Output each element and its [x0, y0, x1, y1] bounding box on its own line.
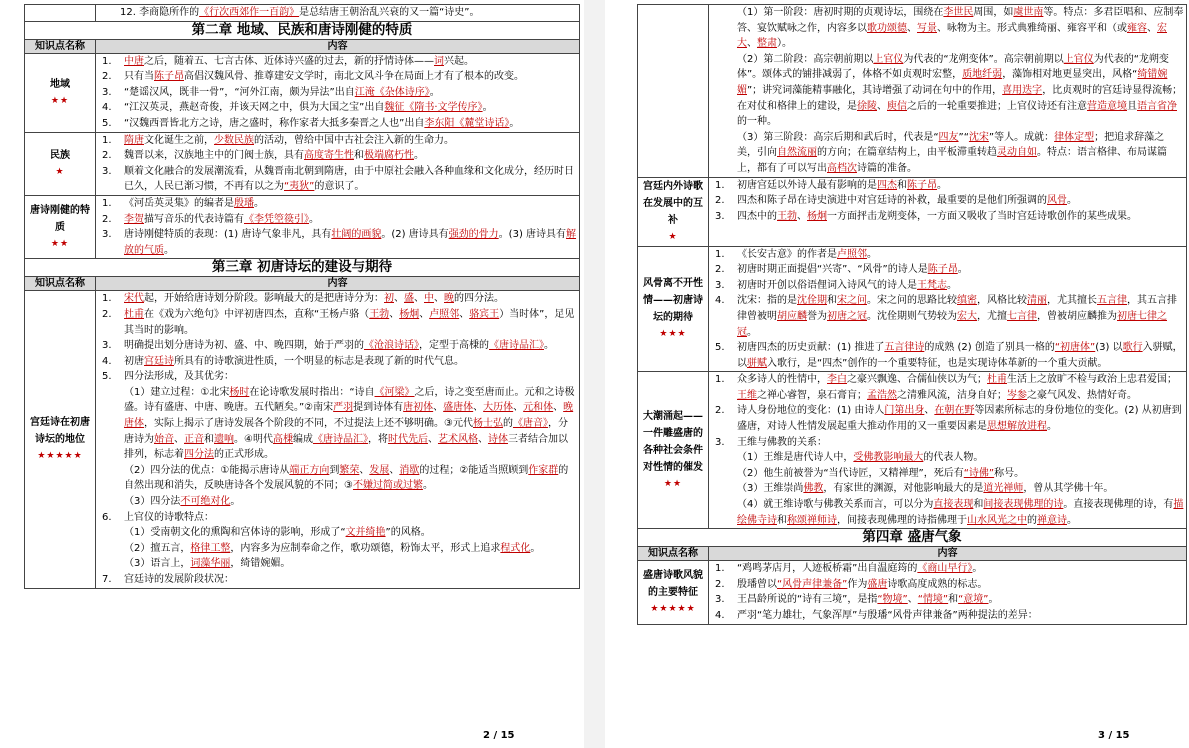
content-stages: （1）第一阶段：唐初时期的贞观诗坛，围绕在李世民周围，如虞世南等。特点：多君臣唱和、应制奉答、宴饮赋咏之作，内容多以歌功颂德、写景、咏物为主。形式典雅绮丽、雍容平和（或雍容、宏大、整肃）。 （2）第二阶段：高宗朝前期以上官仪为代表的“龙朔变体”。高宗朝前期以上官仪为代表的“龙朔变体”。颂体式的铺排减弱了，体格不如贞观时宏整，质地纤弱，藻饰相对地更显突出，风格“绮错婉媚”；讲究词藻能精事融化，其诗增强了动词在句中的作用，喜用迭字，比贞观时的宫廷诗显得流畅；在对仗和格律上的建设，是徐陵、庾信之后的一轮重要推进；上官仪诗还有注意营造意境且语言省净的一种。 （3）第三阶段：高宗后期和武后时，代表是“四友”“沈宋”等人。成就：律体定型；把追求辞藻之美，引向自然流丽的方向；在篇章结构上，由平板滞重转趋灵动自如。特点：语言格律、布局谋篇上，都有了可以写出高档次诗篇的准备。: [709, 5, 1187, 178]
stars: ★★: [50, 95, 70, 106]
table-top: [24, 4, 580, 22]
content-dachao: 1. 众多诗人的性情中，李白之豪兴飘逸、合儒仙侠以为气；杜甫生活上之放旷不检与政治上忠君爱国；王维之禅心睿智，泉石膏肓；孟浩然之清雅风流，洁身自好；岑参之豪气风发、热情好奇。 2. 诗人身份地位的变化：(1) 由诗人门第出身、在朝在野等因素所标志的身份地位的变化。(2) 从初唐到盛唐，对诗人性情发展起重大推动作用的又一重要因素是思想解放进程。 3. 王维与佛教的关系： （1）王维是唐代诗人中，受佛教影响最大的代表人物。 （2）他生前被誉为“当代诗匠，又精禅理”，死后有“诗佛”称号。 （3）王维崇尚佛教，有家世的渊源，对他影响最大的是道光禅师，曾从其学佛十年。 （4）就王维诗歌与佛教关系而言，可以分为直接表现和间接表现佛理的诗。直接表现佛理的诗，有描绘佛寺诗和称颂禅师诗，间接表现佛理的诗指佛理于山水风光之中的禅意诗。: [709, 372, 1187, 529]
content-huibu: 1. 初唐宫廷以外诗人最有影响的是四杰和陈子昂。 2. 四杰和陈子昂在诗史演进中对宫廷诗的补救，最重要的是他们所强调的风骨。 3. 四杰中的王勃、杨炯一方面抨击龙朔变体，一方面又吸收了当时宫廷诗歌创作的某些成果。: [709, 177, 1187, 246]
content-gangjian: 1. 《河岳英灵集》的编者是殷璠。 2. 李贺描写音乐的代表诗篇有《李凭箜篌引》。 3. 唐诗刚健特质的表现：(1) 唐诗气象非凡，具有壮阔的画貌。(2) 唐诗具有强劲的骨力。(3) 唐诗具有解放的气质。: [96, 195, 580, 258]
table-right-top: [637, 4, 1187, 529]
stars: ★: [668, 231, 678, 242]
stars: ★★: [50, 238, 70, 249]
stars: ★★★★★: [650, 603, 696, 614]
header-kp: 知识点名称: [25, 39, 96, 53]
content-gongting: 1. 宋代起，开始给唐诗划分阶段。影响最大的是把唐诗分为：初、盛、中、晚的四分法。 2. 杜甫在《戏为六绝句》中评初唐四杰，直称“王杨卢骆（王勃、杨炯、卢照邻、骆宾王）当时体”，足见其当时的影响。 3. 明确提出划分唐诗为初、盛、中、晚四期，始于严羽的《沧浪诗话》，定型于高棅的《唐诗品汇》。 4. 初唐宫廷诗所具有的诗歌演进性质，一个明显的标志是表现了新的时代气息。 5. 四分法形成，及其优劣： （1）建立过程：①北宋杨时在论诗歌发展时指出：“诗自《河梁》之后，诗之变至唐而止。元和之诗极盛。诗有盛唐、中唐、晚唐。五代陋矣。”②南宋严羽提到诗体有唐初体、盛唐体、大历体、元和体、晚唐体，实际上揭示了唐诗发展各个阶段的不同，不过提法上还不够明确。③元代杨士弘的《唐音》，分唐诗为始音、正音和遗响。④明代高棅编成《唐诗品汇》，将时代先后、艺术风格、诗体三者结合加以排列，标志着四分法的正式形成。 （2）四分法的优点：①能揭示唐诗从端正方向到繁荣、发展、消歇的过程；②能适当照顾到作家群的自然出现和消失，反映唐诗各个发展风貌的不同；③不嫌过简或过繁。 （3）四分法不可绝对化。 6. 上官仪的诗歌特点： （1）受南朝文化的熏陶和宫体诗的影响，形成了“文并绮艳”的风格。 （2）擅五言，格律工整，内容多为应制奉命之作，歌功颂德，粉饰太平，形式上追求程式化。 （3）语言上，词藻华丽，绮错婉媚。 7. 宫廷诗的发展阶段状况：: [96, 291, 580, 588]
header-content: 内容: [96, 277, 580, 291]
page-number: 3 / 15: [1098, 730, 1130, 741]
page-number: 2 / 15: [483, 730, 515, 741]
stars: ★★★: [659, 328, 687, 339]
kp-gangjian: 唐诗刚健的特质 ★★: [25, 195, 96, 258]
page-left: [0, 0, 584, 748]
chapter2-title: 第二章 地域、民族和唐诗刚健的特质: [24, 22, 580, 39]
table-chapter3: [24, 276, 580, 588]
page-right: [605, 0, 1189, 748]
chapter3-title: 第三章 初唐诗坛的建设与期待: [24, 259, 580, 276]
page-separator: [584, 0, 605, 748]
kp-fenggu: 风骨离不开性情——初唐诗坛的期待 ★★★: [638, 246, 709, 372]
content-shengtang: 1. “鸡鸣茅店月，人迹板桥霜”出自温庭筠的《商山早行》。 2. 殷璠曾以“风骨声律兼备”作为盛唐诗歌高度成熟的标志。 3. 王昌龄所说的“诗有三境”，是指“物境”、“情境”和“意境”。 4. 严羽“笔力雄壮，气象浑厚”与殷璠“风骨声律兼备”两种提法的差异：: [709, 561, 1187, 624]
content-diyu: 1. 中唐之后，随着五、七言古体、近体诗兴盛的过去，新的抒情诗体——词兴起。 2. 只有当陈子昂高倡汉魏风骨、推尊建安文学时，南北文风斗争在局面上才有了根本的改变。 3. “楚谣汉风，既非一骨”，“河外江南，颇为异法”出自江淹《杂体诗序》。 4. “江汉英灵，燕赵奇俊，并该天网之中，俱为大国之宝”出自魏征《隋书·文学传序》。 5. “汉魏西晋皆北方之诗，唐之盛时，称作家者大抵多秦晋之人也”出自李东阳《麓堂诗话》。: [96, 53, 580, 132]
table-chapter4: [637, 546, 1187, 624]
stars: ★★★★★: [37, 450, 83, 461]
header-kp: 知识点名称: [638, 547, 709, 561]
content-fenggu: 1. 《长安古意》的作者是卢照邻。 2. 初唐时期正面提倡“兴寄”、“风骨”的诗人是陈子昂。 3. 初唐时开创以俗语俚词入诗风气的诗人是王梵志。 4. 沈宋：指的是沈佺期和宋之问。宋之问的思路比较缜密，风格比较清丽，尤其擅长五言律，其五言排律曾被明胡应麟誉为初唐之冠。沈佺期则气势较为宏大，尤擅七言律，曾被胡应麟推为初唐七律之冠。 5. 初唐四杰的历史贡献：(1) 推进了五言律诗的成熟 (2) 创造了别具一格的“初唐体”(3) 以歌行入骈赋，以骈赋入歌行，是“四杰”创作的一个重要特征，也是实现诗体革新的一个重大贡献。: [709, 246, 1187, 372]
kp-gongting: 宫廷诗在初唐诗坛的地位 ★★★★★: [25, 291, 96, 588]
stars: ★: [55, 166, 65, 177]
top-row: 12. 李商隐所作的《行次西郊作一百韵》是总结唐王朝治乱兴衰的又一篇“诗史”。: [96, 5, 580, 22]
header-kp: 知识点名称: [25, 277, 96, 291]
kp-diyu: 地域 ★★: [25, 53, 96, 132]
header-content: 内容: [96, 39, 580, 53]
kp-dachao: 大潮涌起——一件雕盛唐的各种社会条件对性情的催发 ★★: [638, 372, 709, 529]
table-chapter2: [24, 39, 580, 260]
kp-minzu: 民族 ★: [25, 132, 96, 195]
content-minzu: 1. 隋唐文化诞生之前，少数民族的活动，曾给中国中古社会注入新的生命力。 2. 魏晋以来，汉族地主中的门阀士族，具有高度寄生性和极端腐朽性。 3. 顺着文化融合的发展潮流看，从魏晋南北朝到隋唐，由于中原社会融入各种血缘和文化成分，经历时日已久，人民已渐习惯，不再有以之为“夷狄”的意识了。: [96, 132, 580, 195]
header-content: 内容: [709, 547, 1187, 561]
stars: ★★: [663, 478, 683, 489]
kp-shengtang: 盛唐诗歌风貌的主要特征 ★★★★★: [638, 561, 709, 624]
kp-huibu: 宫廷内外诗歌在发展中的互补 ★: [638, 177, 709, 246]
chapter4-title: 第四章 盛唐气象: [637, 529, 1187, 546]
